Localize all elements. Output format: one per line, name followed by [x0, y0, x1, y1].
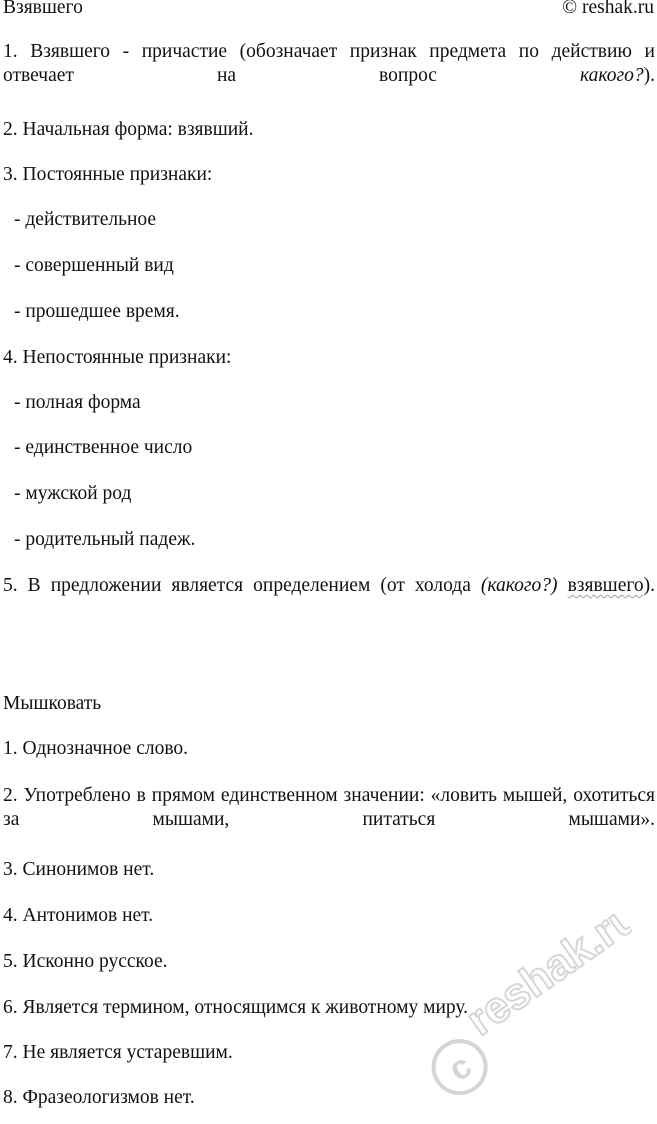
variable-feature-2: - единственное число	[14, 437, 193, 458]
permanent-feature-3: - прошедшее время.	[14, 301, 180, 322]
lexical-item-2: 2. Употреблено в прямом единственном значении: «ловить мышей, охотиться за мышами, питаться мышами».	[3, 785, 655, 830]
lexical-item-8: 8. Фразеологизмов нет.	[3, 1087, 195, 1108]
permanent-feature-1: - действительное	[14, 209, 157, 230]
item-5: 5. В предложении является определением (от холода (какого?) взявшего).	[3, 575, 655, 596]
permanent-feature-2: - совершенный вид	[14, 255, 174, 276]
lexical-item-5: 5. Исконно русское.	[3, 951, 168, 972]
lexical-item-6: 6. Является термином, относящимся к животному миру.	[3, 997, 469, 1018]
variable-feature-3: - мужской род	[14, 483, 132, 504]
header-title: Взявшего	[3, 0, 83, 18]
header-site-credit: © reshak.ru	[562, 0, 654, 18]
question-kakogo: какого?	[580, 65, 644, 86]
section-title: Мышковать	[3, 693, 102, 714]
watermark-graphic	[378, 871, 657, 1118]
variable-feature-4: - родительный падеж.	[14, 529, 196, 550]
lexical-item-7: 7. Не является устаревшим.	[3, 1042, 233, 1063]
copyright-circle-icon	[423, 1031, 495, 1103]
lexical-item-1: 1. Однозначное слово.	[3, 738, 189, 759]
copyright-letter-icon: c	[441, 1046, 479, 1089]
item-3: 3. Постоянные признаки:	[3, 164, 213, 185]
variable-feature-1: - полная форма	[14, 392, 141, 413]
item-1: 1. Взявшего - причастие (обозначает признак предмета по действию и отвечает на вопрос какого?).	[3, 41, 655, 86]
lexical-item-3: 3. Синонимов нет.	[3, 859, 155, 880]
spellcheck-word: взявшего	[567, 575, 644, 596]
item-2: 2. Начальная форма: взявший.	[3, 119, 254, 140]
watermark-text: reshak.ru	[457, 891, 649, 1046]
reshak-watermark	[378, 871, 657, 1118]
question-kakogo-bracket: (какого?)	[480, 575, 558, 596]
item-4: 4. Непостоянные признаки:	[3, 347, 232, 368]
lexical-item-4: 4. Антонимов нет.	[3, 905, 154, 926]
